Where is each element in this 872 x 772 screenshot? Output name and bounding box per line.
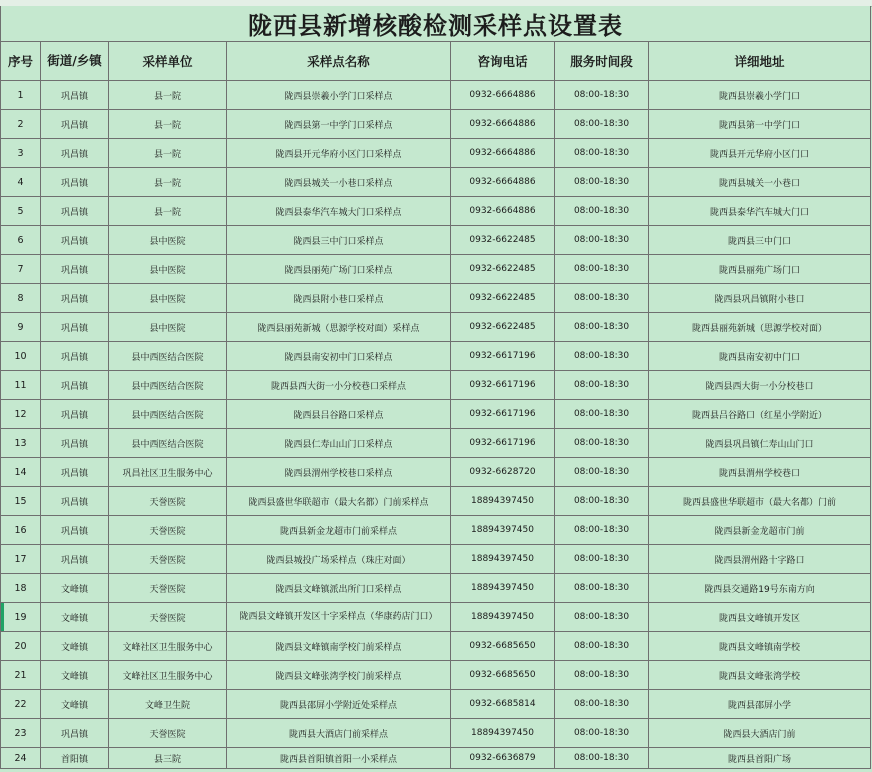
cell-index[interactable]: 19 bbox=[1, 603, 41, 632]
cell-service-hours[interactable]: 08:00-18:30 bbox=[555, 313, 649, 342]
cell-site-name[interactable]: 陇西县文峰镇派出所门口采样点 bbox=[227, 574, 451, 603]
header-row bbox=[1, 42, 871, 81]
cell-service-hours[interactable]: 08:00-18:30 bbox=[555, 197, 649, 226]
cell-index[interactable]: 16 bbox=[1, 516, 41, 545]
cell-index[interactable]: 18 bbox=[1, 574, 41, 603]
cell-site-name[interactable]: 陇西县开元华府小区门口采样点 bbox=[227, 139, 451, 168]
cell-sampling-unit[interactable]: 文峰卫生院 bbox=[109, 690, 227, 719]
cell-address[interactable]: 陇西县三中门口 bbox=[649, 226, 871, 255]
cell-index[interactable]: 10 bbox=[1, 342, 41, 371]
cell-index[interactable]: 1 bbox=[1, 81, 41, 110]
cell-street-town[interactable]: 巩昌镇 bbox=[41, 371, 109, 400]
table-row bbox=[1, 255, 871, 284]
cell-address[interactable]: 陇西县城关一小巷口 bbox=[649, 168, 871, 197]
cell-index[interactable]: 15 bbox=[1, 487, 41, 516]
cell-address[interactable]: 陇西县文峰镇开发区 bbox=[649, 603, 871, 632]
cell-site-name[interactable]: 陇西县泰华汽车城大门口采样点 bbox=[227, 197, 451, 226]
cell-street-town[interactable]: 巩昌镇 bbox=[41, 226, 109, 255]
cell-index[interactable]: 22 bbox=[1, 690, 41, 719]
cell-address[interactable]: 陇西县盛世华联超市（最大名都）门前 bbox=[649, 487, 871, 516]
table-row bbox=[1, 632, 871, 661]
cell-street-town[interactable]: 文峰镇 bbox=[41, 603, 109, 632]
cell-street-town[interactable]: 文峰镇 bbox=[41, 690, 109, 719]
cell-phone[interactable]: 0932-6685650 bbox=[451, 632, 555, 661]
cell-street-town[interactable]: 巩昌镇 bbox=[41, 400, 109, 429]
table-row bbox=[1, 313, 871, 342]
cell-service-hours[interactable]: 08:00-18:30 bbox=[555, 690, 649, 719]
cell-phone[interactable]: 0932-6622485 bbox=[451, 313, 555, 342]
cell-sampling-unit[interactable]: 县中医院 bbox=[109, 313, 227, 342]
cell-site-name[interactable]: 陇西县城关一小巷口采样点 bbox=[227, 168, 451, 197]
table-row bbox=[1, 661, 871, 690]
cell-sampling-unit[interactable]: 县中西医结合医院 bbox=[109, 342, 227, 371]
table-row bbox=[1, 284, 871, 313]
table-row bbox=[1, 429, 871, 458]
cell-service-hours[interactable]: 08:00-18:30 bbox=[555, 545, 649, 574]
cell-service-hours[interactable]: 08:00-18:30 bbox=[555, 661, 649, 690]
cell-site-name[interactable]: 陇西县丽苑新城（思源学校对面）采样点 bbox=[227, 313, 451, 342]
cell-index[interactable]: 13 bbox=[1, 429, 41, 458]
cell-index[interactable]: 8 bbox=[1, 284, 41, 313]
table-row bbox=[1, 110, 871, 139]
cell-phone[interactable]: 0932-6664886 bbox=[451, 139, 555, 168]
cell-index[interactable]: 5 bbox=[1, 197, 41, 226]
cell-site-name[interactable]: 陇西县首阳镇首阳一小采样点 bbox=[227, 748, 451, 769]
table-row bbox=[1, 487, 871, 516]
cell-street-town[interactable]: 巩昌镇 bbox=[41, 284, 109, 313]
table-row bbox=[1, 545, 871, 574]
cell-site-name[interactable]: 陇西县新金龙超市门前采样点 bbox=[227, 516, 451, 545]
cell-phone[interactable]: 18894397450 bbox=[451, 545, 555, 574]
cell-index[interactable]: 7 bbox=[1, 255, 41, 284]
cell-sampling-unit[interactable]: 天誉医院 bbox=[109, 719, 227, 748]
cell-address[interactable]: 陇西县交通路19号东南方向 bbox=[649, 574, 871, 603]
cell-service-hours[interactable]: 08:00-18:30 bbox=[555, 574, 649, 603]
cell-site-name[interactable]: 陇西县盛世华联超市（最大名都）门前采样点 bbox=[227, 487, 451, 516]
cell-service-hours[interactable]: 08:00-18:30 bbox=[555, 342, 649, 371]
table-row bbox=[1, 516, 871, 545]
cell-index[interactable]: 2 bbox=[1, 110, 41, 139]
cell-site-name[interactable]: 陇西县吕谷路口采样点 bbox=[227, 400, 451, 429]
cell-service-hours[interactable]: 08:00-18:30 bbox=[555, 516, 649, 545]
cell-index[interactable]: 20 bbox=[1, 632, 41, 661]
table-title[interactable]: 陇西县新增核酸检测采样点设置表 bbox=[1, 6, 871, 42]
cell-sampling-unit[interactable]: 天誉医院 bbox=[109, 574, 227, 603]
table-row bbox=[1, 139, 871, 168]
cell-sampling-unit[interactable]: 县中医院 bbox=[109, 255, 227, 284]
cell-sampling-unit[interactable]: 县三院 bbox=[109, 748, 227, 769]
cell-address[interactable]: 陇西县丽苑新城（思源学校对面） bbox=[649, 313, 871, 342]
cell-phone[interactable]: 18894397450 bbox=[451, 516, 555, 545]
cell-street-town[interactable]: 巩昌镇 bbox=[41, 545, 109, 574]
cell-service-hours[interactable]: 08:00-18:30 bbox=[555, 719, 649, 748]
cell-phone[interactable]: 0932-6617196 bbox=[451, 342, 555, 371]
cell-phone[interactable]: 0932-6617196 bbox=[451, 400, 555, 429]
header-phone[interactable]: 咨询电话 bbox=[451, 42, 555, 81]
cell-sampling-unit[interactable]: 县一院 bbox=[109, 168, 227, 197]
table-row bbox=[1, 371, 871, 400]
cell-phone[interactable]: 18894397450 bbox=[451, 603, 555, 632]
cell-service-hours[interactable]: 08:00-18:30 bbox=[555, 226, 649, 255]
table-row bbox=[1, 226, 871, 255]
cell-address[interactable]: 陇西县开元华府小区门口 bbox=[649, 139, 871, 168]
cell-phone[interactable]: 0932-6685814 bbox=[451, 690, 555, 719]
cell-address[interactable]: 陇西县崇羲小学门口 bbox=[649, 81, 871, 110]
cell-phone[interactable]: 0932-6664886 bbox=[451, 197, 555, 226]
cell-street-town[interactable]: 巩昌镇 bbox=[41, 110, 109, 139]
cell-index[interactable]: 21 bbox=[1, 661, 41, 690]
cell-address[interactable]: 陇西县泰华汽车城大门口 bbox=[649, 197, 871, 226]
table-row bbox=[1, 342, 871, 371]
cell-index[interactable]: 24 bbox=[1, 748, 41, 769]
cell-index[interactable]: 11 bbox=[1, 371, 41, 400]
cell-sampling-unit[interactable]: 县中西医结合医院 bbox=[109, 371, 227, 400]
cell-phone[interactable]: 0932-6622485 bbox=[451, 255, 555, 284]
cell-address[interactable]: 陇西县邵屏小学 bbox=[649, 690, 871, 719]
cell-site-name[interactable]: 陇西县邵屏小学附近处采样点 bbox=[227, 690, 451, 719]
cell-street-town[interactable]: 文峰镇 bbox=[41, 632, 109, 661]
cell-phone[interactable]: 0932-6636879 bbox=[451, 748, 555, 769]
cell-address[interactable]: 陇西县文峰镇南学校 bbox=[649, 632, 871, 661]
cell-sampling-unit[interactable]: 县一院 bbox=[109, 81, 227, 110]
cell-sampling-unit[interactable]: 县中医院 bbox=[109, 284, 227, 313]
cell-sampling-unit[interactable]: 县中西医结合医院 bbox=[109, 400, 227, 429]
cell-site-name[interactable]: 陇西县南安初中门口采样点 bbox=[227, 342, 451, 371]
cell-service-hours[interactable]: 08:00-18:30 bbox=[555, 110, 649, 139]
cell-service-hours[interactable]: 08:00-18:30 bbox=[555, 458, 649, 487]
cell-service-hours[interactable]: 08:00-18:30 bbox=[555, 371, 649, 400]
table-row bbox=[1, 81, 871, 110]
cell-service-hours[interactable]: 08:00-18:30 bbox=[555, 284, 649, 313]
cell-index[interactable]: 17 bbox=[1, 545, 41, 574]
cell-index[interactable]: 14 bbox=[1, 458, 41, 487]
cell-street-town[interactable]: 巩昌镇 bbox=[41, 719, 109, 748]
cell-address[interactable]: 陇西县巩昌镇仁寿山山门口 bbox=[649, 429, 871, 458]
cell-sampling-unit[interactable]: 天誉医院 bbox=[109, 603, 227, 632]
cell-street-town[interactable]: 首阳镇 bbox=[41, 748, 109, 769]
cell-street-town[interactable]: 巩昌镇 bbox=[41, 168, 109, 197]
cell-sampling-unit[interactable]: 县一院 bbox=[109, 139, 227, 168]
cell-sampling-unit[interactable]: 县中医院 bbox=[109, 226, 227, 255]
cell-street-town[interactable]: 巩昌镇 bbox=[41, 313, 109, 342]
cell-site-name[interactable]: 陇西县渭州学校巷口采样点 bbox=[227, 458, 451, 487]
table-row bbox=[1, 719, 871, 748]
cell-service-hours[interactable]: 08:00-18:30 bbox=[555, 487, 649, 516]
table-row bbox=[1, 690, 871, 719]
cell-street-town[interactable]: 巩昌镇 bbox=[41, 429, 109, 458]
cell-address[interactable]: 陇西县大酒店门前 bbox=[649, 719, 871, 748]
table-row bbox=[1, 168, 871, 197]
cell-site-name[interactable]: 陇西县城投广场采样点（珠庄对面） bbox=[227, 545, 451, 574]
cell-street-town[interactable]: 巩昌镇 bbox=[41, 487, 109, 516]
cell-site-name[interactable]: 陇西县仁寿山山门口采样点 bbox=[227, 429, 451, 458]
cell-phone[interactable]: 18894397450 bbox=[451, 719, 555, 748]
header-site-name[interactable]: 采样点名称 bbox=[227, 42, 451, 81]
cell-phone[interactable]: 0932-6617196 bbox=[451, 429, 555, 458]
cell-site-name[interactable]: 陇西县文峰张湾学校门前采样点 bbox=[227, 661, 451, 690]
cell-phone[interactable]: 0932-6617196 bbox=[451, 371, 555, 400]
cell-address[interactable]: 陇西县丽苑广场门口 bbox=[649, 255, 871, 284]
cell-phone[interactable]: 0932-6664886 bbox=[451, 168, 555, 197]
cell-address[interactable]: 陇西县渭州路十字路口 bbox=[649, 545, 871, 574]
cell-sampling-unit[interactable]: 文峰社区卫生服务中心 bbox=[109, 661, 227, 690]
cell-phone[interactable]: 0932-6622485 bbox=[451, 226, 555, 255]
cell-address[interactable]: 陇西县西大街一小分校巷口 bbox=[649, 371, 871, 400]
cell-site-name[interactable]: 陇西县西大街一小分校巷口采样点 bbox=[227, 371, 451, 400]
table-row bbox=[1, 574, 871, 603]
cell-sampling-unit[interactable]: 天誉医院 bbox=[109, 487, 227, 516]
header-address[interactable]: 详细地址 bbox=[649, 42, 871, 81]
cell-service-hours[interactable]: 08:00-18:30 bbox=[555, 168, 649, 197]
cell-site-name[interactable]: 陇西县丽苑广场门口采样点 bbox=[227, 255, 451, 284]
cell-address[interactable]: 陇西县第一中学门口 bbox=[649, 110, 871, 139]
cell-index[interactable]: 23 bbox=[1, 719, 41, 748]
cell-street-town[interactable]: 文峰镇 bbox=[41, 661, 109, 690]
cell-index[interactable]: 6 bbox=[1, 226, 41, 255]
cell-phone[interactable]: 0932-6664886 bbox=[451, 81, 555, 110]
cell-phone[interactable]: 0932-6622485 bbox=[451, 284, 555, 313]
table-row bbox=[1, 458, 871, 487]
cell-sampling-unit[interactable]: 县中西医结合医院 bbox=[109, 429, 227, 458]
cell-street-town[interactable]: 巩昌镇 bbox=[41, 197, 109, 226]
cell-sampling-unit[interactable]: 县一院 bbox=[109, 110, 227, 139]
cell-street-town[interactable]: 巩昌镇 bbox=[41, 255, 109, 284]
cell-service-hours[interactable]: 08:00-18:30 bbox=[555, 81, 649, 110]
cell-address[interactable]: 陇西县文峰张湾学校 bbox=[649, 661, 871, 690]
table-body bbox=[1, 81, 871, 769]
cell-address[interactable]: 陇西县首阳广场 bbox=[649, 748, 871, 769]
cell-street-town[interactable]: 巩昌镇 bbox=[41, 342, 109, 371]
cell-street-town[interactable]: 巩昌镇 bbox=[41, 516, 109, 545]
cell-sampling-unit[interactable]: 文峰社区卫生服务中心 bbox=[109, 632, 227, 661]
cell-site-name[interactable]: 陇西县崇羲小学门口采样点 bbox=[227, 81, 451, 110]
cell-phone[interactable]: 18894397450 bbox=[451, 487, 555, 516]
cell-sampling-unit[interactable]: 县一院 bbox=[109, 197, 227, 226]
cell-service-hours[interactable]: 08:00-18:30 bbox=[555, 748, 649, 769]
cell-site-name[interactable]: 陇西县大酒店门前采样点 bbox=[227, 719, 451, 748]
cell-service-hours[interactable]: 08:00-18:30 bbox=[555, 429, 649, 458]
cell-street-town[interactable]: 文峰镇 bbox=[41, 574, 109, 603]
cell-site-name[interactable]: 陇西县文峰镇南学校门前采样点 bbox=[227, 632, 451, 661]
sampling-sites-table bbox=[0, 6, 871, 769]
cell-phone[interactable]: 0932-6628720 bbox=[451, 458, 555, 487]
cell-index[interactable]: 3 bbox=[1, 139, 41, 168]
cell-index[interactable]: 9 bbox=[1, 313, 41, 342]
header-sampling-unit[interactable]: 采样单位 bbox=[109, 42, 227, 81]
table-row bbox=[1, 400, 871, 429]
cell-sampling-unit[interactable]: 天誉医院 bbox=[109, 545, 227, 574]
cell-service-hours[interactable]: 08:00-18:30 bbox=[555, 400, 649, 429]
header-index[interactable]: 序号 bbox=[1, 42, 41, 81]
cell-street-town[interactable]: 巩昌镇 bbox=[41, 458, 109, 487]
cell-index[interactable]: 4 bbox=[1, 168, 41, 197]
header-service-hours[interactable]: 服务时间段 bbox=[555, 42, 649, 81]
cell-sampling-unit[interactable]: 巩昌社区卫生服务中心 bbox=[109, 458, 227, 487]
cell-address[interactable]: 陇西县南安初中门口 bbox=[649, 342, 871, 371]
table-row bbox=[1, 748, 871, 769]
cell-index[interactable]: 12 bbox=[1, 400, 41, 429]
cell-service-hours[interactable]: 08:00-18:30 bbox=[555, 139, 649, 168]
cell-service-hours[interactable]: 08:00-18:30 bbox=[555, 603, 649, 632]
cell-site-name[interactable]: 陇西县文峰镇开发区十字采样点（华康药店门口） bbox=[227, 603, 451, 632]
cell-street-town[interactable]: 巩昌镇 bbox=[41, 81, 109, 110]
cell-street-town[interactable]: 巩昌镇 bbox=[41, 139, 109, 168]
cell-site-name[interactable]: 陇西县三中门口采样点 bbox=[227, 226, 451, 255]
cell-site-name[interactable]: 陇西县附小巷口采样点 bbox=[227, 284, 451, 313]
cell-service-hours[interactable]: 08:00-18:30 bbox=[555, 632, 649, 661]
header-street-town[interactable]: 街道/乡镇 bbox=[41, 42, 109, 81]
cell-service-hours[interactable]: 08:00-18:30 bbox=[555, 255, 649, 284]
cell-sampling-unit[interactable]: 天誉医院 bbox=[109, 516, 227, 545]
cell-phone[interactable]: 18894397450 bbox=[451, 574, 555, 603]
cell-address[interactable]: 陇西县吕谷路口（红星小学附近） bbox=[649, 400, 871, 429]
table-row bbox=[1, 197, 871, 226]
cell-site-name[interactable]: 陇西县第一中学门口采样点 bbox=[227, 110, 451, 139]
table-row bbox=[1, 603, 871, 632]
cell-phone[interactable]: 0932-6664886 bbox=[451, 110, 555, 139]
cell-phone[interactable]: 0932-6685650 bbox=[451, 661, 555, 690]
cell-address[interactable]: 陇西县巩昌镇附小巷口 bbox=[649, 284, 871, 313]
cell-address[interactable]: 陇西县新金龙超市门前 bbox=[649, 516, 871, 545]
cell-address[interactable]: 陇西县渭州学校巷口 bbox=[649, 458, 871, 487]
